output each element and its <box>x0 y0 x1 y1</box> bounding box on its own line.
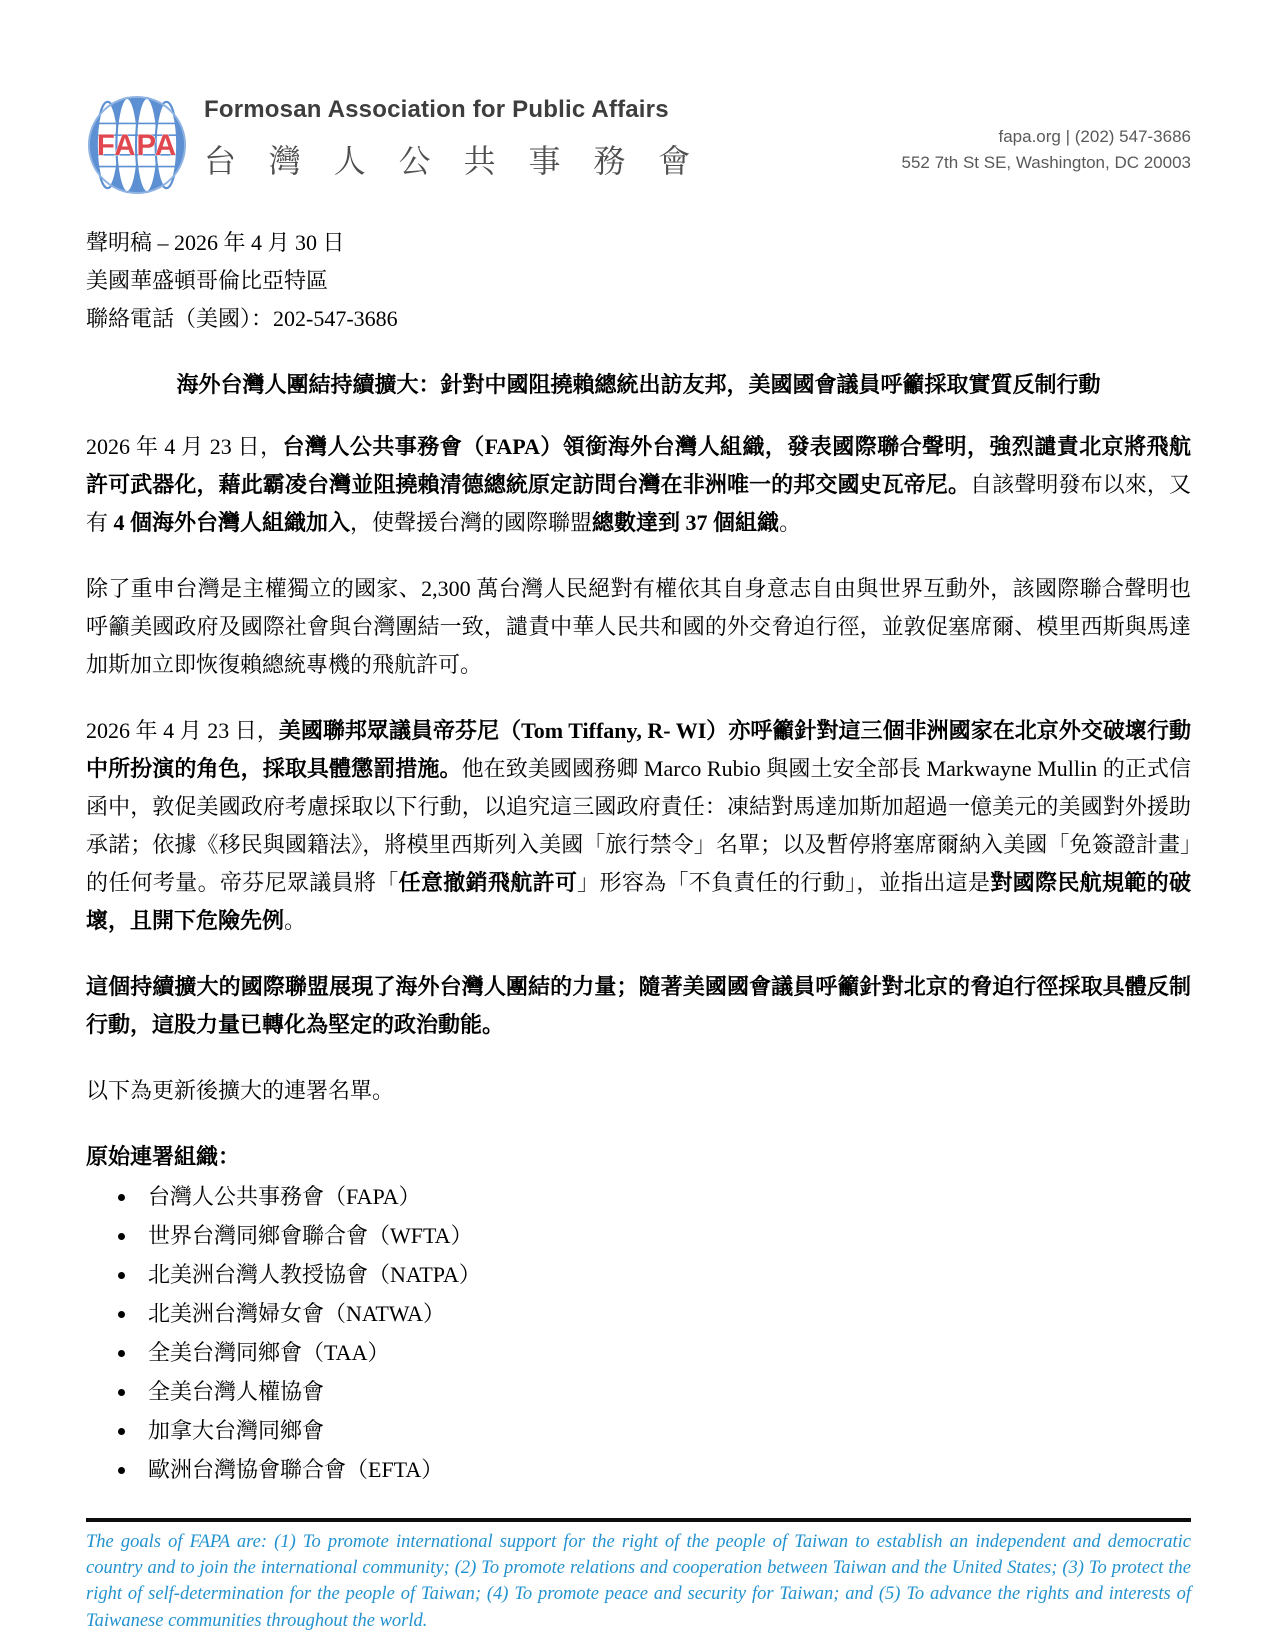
paragraph-2 <box>86 570 1191 684</box>
fapa-logo-letters: FAPA <box>96 128 178 162</box>
signatory-list-header: 原始連署組織： <box>86 1144 241 1169</box>
org-name-english: Formosan Association for Public Affairs <box>204 96 669 123</box>
fapa-logo-icon <box>86 94 188 196</box>
text-segment: 任意撤銷飛航許可 <box>398 870 578 895</box>
text-segment: ，使聲援台灣的國際聯盟 <box>350 510 593 535</box>
release-location-line: 美國華盛頓哥倫比亞特區 <box>86 268 329 293</box>
text-segment: 4 個海外台灣人組織加入 <box>113 510 351 535</box>
text-segment: 台灣人公共事務會（FAPA）領銜海外台灣人組織，發表國際聯合聲明，強烈譴責北京將飛航許可武器化，藉此霸凌台灣並阻撓賴清德總統原定訪問台灣在非洲唯一的邦交國史瓦帝尼。 <box>86 434 1191 497</box>
letterhead <box>86 92 1191 196</box>
signatory-item: • 歐洲台灣協會聯合會（EFTA） <box>138 1455 1191 1485</box>
text-segment: 除了重申台灣是主權獨立的國家、2,300 萬台灣人民絕對有權依其自身意志自由與世界互動外，該國際聯合聲明也呼籲美國政府及國際社會與台灣團結一致，譴責中華人民共和國的外交脅迫行徑，並敦促塞席爾、模里西斯與馬達加斯加立即恢復賴總統專機的飛航許可。 <box>86 576 1191 677</box>
contact-address: 552 7th St SE, Washington, DC 20003 <box>901 153 1191 173</box>
signatory-item: • 北美洲台灣婦女會（NATWA） <box>138 1299 1191 1329</box>
release-date-line: 聲明稿 – 2026 年 4 月 30 日 <box>86 230 345 255</box>
text-segment: 總數達到 37 個組織 <box>592 510 780 535</box>
paragraph-3 <box>86 712 1191 940</box>
text-segment: 這個持續擴大的國際聯盟展現了海外台灣人團結的力量；隨著美國國會議員呼籲針對北京的脅迫行徑採取具體反制行動，這股力量已轉化為堅定的政治動能。 <box>86 974 1191 1037</box>
signatory-list <box>86 1182 1191 1494</box>
org-names <box>204 92 702 182</box>
paragraph-4 <box>86 968 1191 1044</box>
signatory-item: • 加拿大台灣同鄉會 <box>138 1416 1191 1446</box>
header-contact-info <box>902 92 1192 177</box>
text-segment: 2026 年 4 月 23 日， <box>86 434 283 459</box>
page-footer <box>86 1518 1191 1634</box>
text-segment: 。 <box>779 510 802 535</box>
signatory-item: • 世界台灣同鄉會聯合會（WFTA） <box>138 1221 1191 1251</box>
fapa-logo-svg <box>86 94 188 196</box>
signatory-item: • 全美台灣人權協會 <box>138 1377 1191 1407</box>
signatory-item: • 台灣人公共事務會（FAPA） <box>138 1182 1191 1212</box>
signatory-item: • 全美台灣同鄉會（TAA） <box>138 1338 1191 1368</box>
text-segment: 美國聯邦眾議員帝芬尼（Tom Tiffany, R- WI）亦呼籲針對這三個非洲國家在北京外交破壞行動中所扮演的角色，採取具體懲罰措施。 <box>86 718 1191 781</box>
text-segment: 對國際民航規範的破壞，且開下危險先例 <box>86 870 1191 933</box>
text-segment: 」形容為「不負責任的行動」，並指出這是 <box>577 870 991 895</box>
fapa-goals-text: The goals of FAPA are: (1) To promote international support for the right of the people of Taiwan to establish an independent and democratic country and to join the international community; (2) To promote relations and cooperation between Taiwan and the United States; (3) To protect the right of self-determination for the people of Taiwan; (4) To promote peace and security for Taiwan; and (5) To advance the rights and interests of Taiwanese communities throughout the world. <box>86 1531 1191 1631</box>
signatory-list-intro: 以下為更新後擴大的連署名單。 <box>86 1078 395 1103</box>
text-segment: 他在致美國國務卿 Marco Rubio 與國土安全部長 Markwayne Mullin 的正式信函中，敦促美國政府考慮採取以下行動，以追究這三國政府責任：凍結對馬達加斯加超過一億美元的美國對外援助承諾；依據《移民與國籍法》，將模里西斯列入美國「旅行禁令」名單；以及暫停將塞席爾納入美國「免簽證計畫」的任何考量。帝芬尼眾議員將「 <box>86 756 1191 895</box>
text-segment: 。 <box>284 908 307 933</box>
release-phone-line: 聯絡電話（美國）：202-547-3686 <box>86 306 398 331</box>
text-segment: 2026 年 4 月 23 日， <box>86 718 279 743</box>
signatory-item: • 北美洲台灣人教授協會（NATPA） <box>138 1260 1191 1290</box>
release-meta <box>86 224 1191 338</box>
paragraph-1 <box>86 428 1191 542</box>
org-name-chinese: 台 灣 人 公 共 事 務 會 <box>204 143 703 179</box>
press-release-headline: 海外台灣人團結持續擴大：針對中國阻撓賴總統出訪友邦，美國國會議員呼籲採取實質反制行動 <box>176 372 1101 397</box>
contact-web-phone: fapa.org | (202) 547-3686 <box>998 127 1191 146</box>
text-segment: 自該聲明發布以來，又有 <box>86 472 1191 535</box>
